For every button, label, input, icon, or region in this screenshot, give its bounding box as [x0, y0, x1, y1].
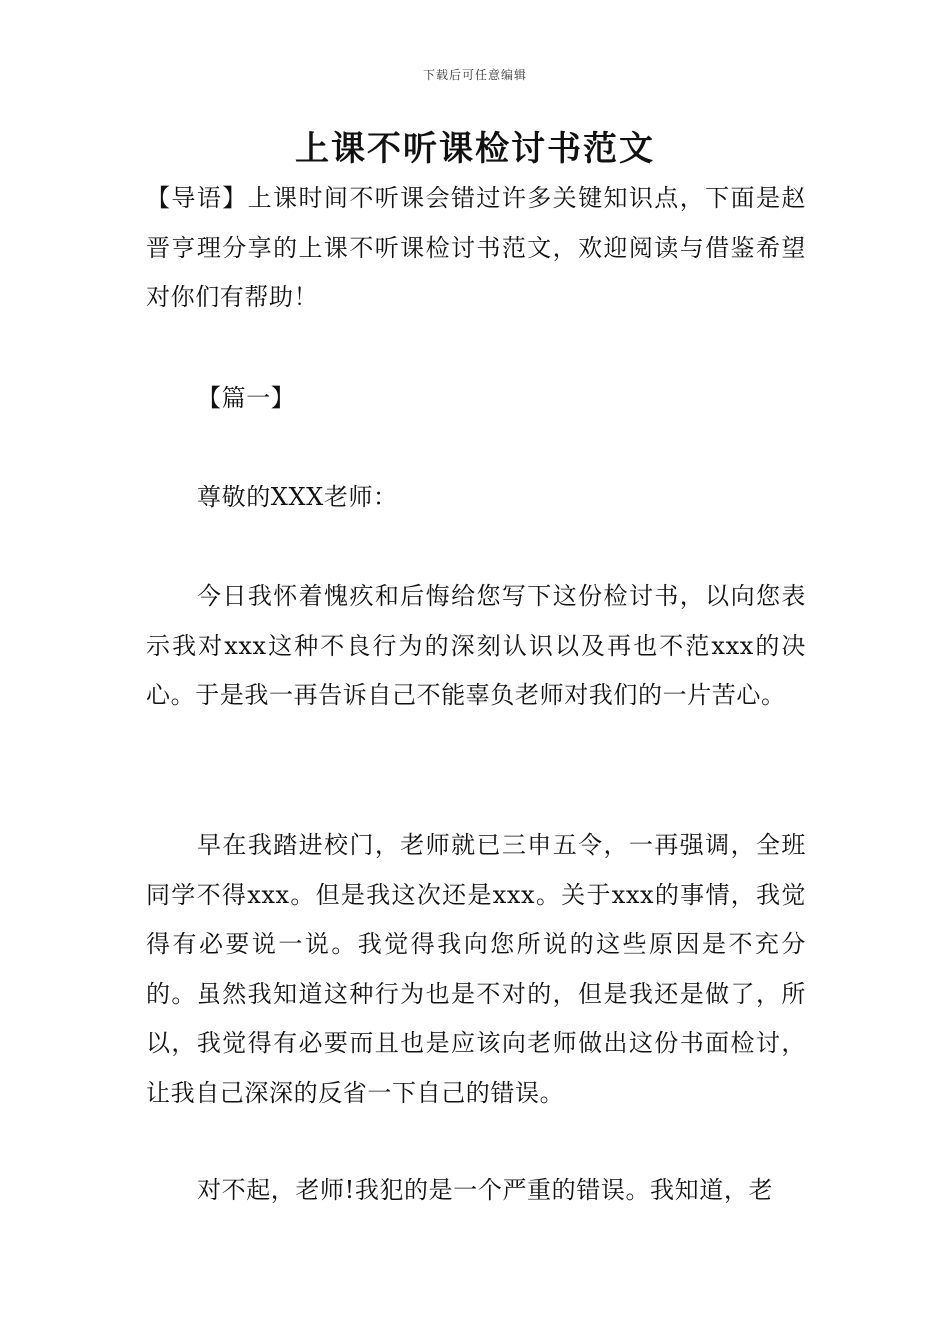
body-paragraph-3: 对不起，老师!我犯的是一个严重的错误。我知道，老 [197, 1176, 774, 1204]
body-paragraph-1: 今日我怀着愧疚和后悔给您写下这份检讨书，以向您表示我对xxx这种不良行为的深刻认识以及再也不范xxx的决心。于是我一再告诉自己不能辜负老师对我们的一片苦心。 [146, 582, 806, 710]
salutation: 尊敬的XXX老师： [197, 483, 398, 511]
section-heading: 【篇一】 [197, 384, 296, 412]
header-note: 下载后可任意编辑 [422, 68, 527, 82]
intro-paragraph: 【导语】上课时间不听课会错过许多关键知识点，下面是赵晋亨理分享的上课不听课检讨书范文，欢迎阅读与借鉴希望对你们有帮助！ [146, 184, 806, 312]
body-paragraph-2: 早在我踏进校门，老师就已三申五令，一再强调，全班同学不得xxx。但是我这次还是xxx。关于xxx的事情，我觉得有必要说一说。我觉得我向您所说的这些原因是不充分的。虽然我知道这种行为也是不对的，但是我还是做了，所以，我觉得有必要而且也是应该向老师做出这份书面检讨，让我自己深深的反省一下自己的错误。 [146, 831, 806, 1107]
document-title: 上课不听课检讨书范文 [295, 129, 655, 169]
